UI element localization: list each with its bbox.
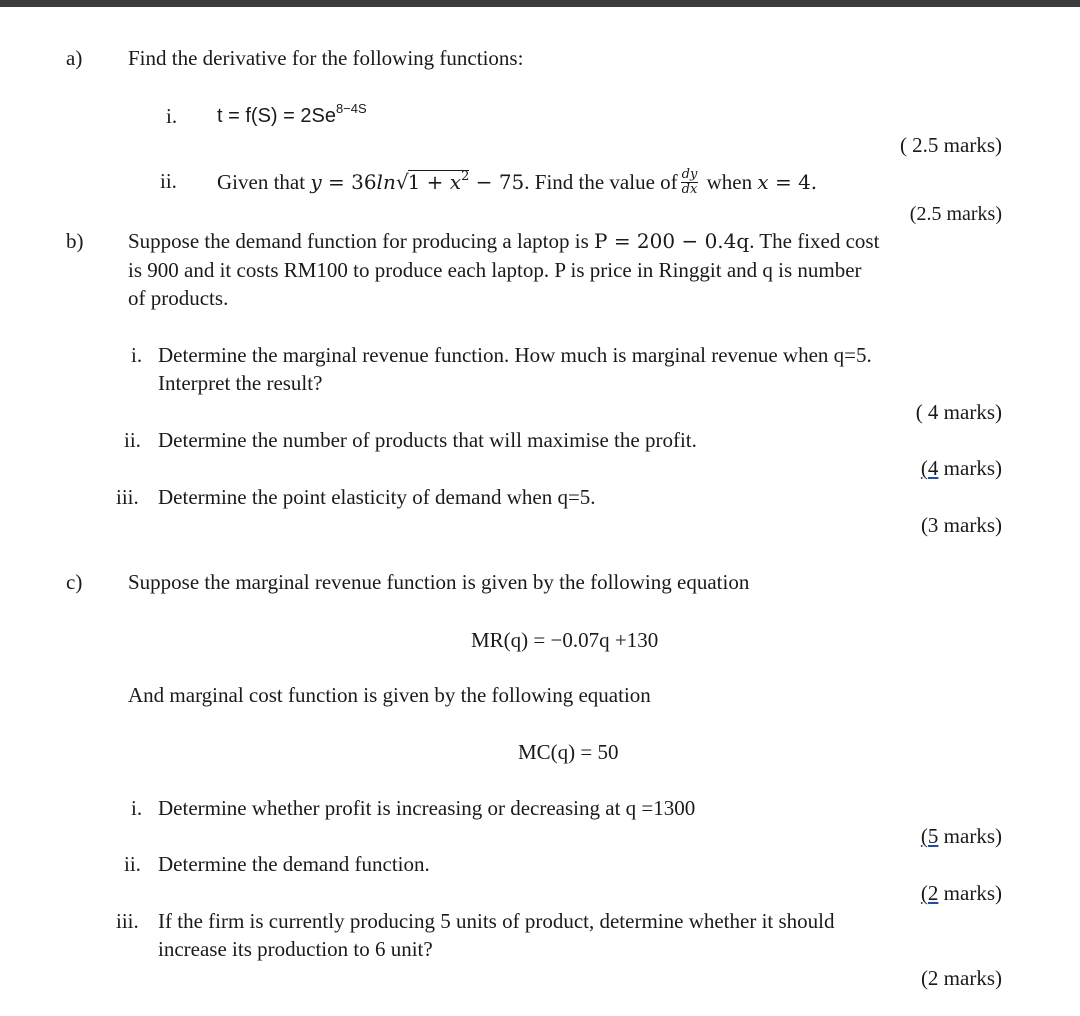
part-b-item-i-line-1: Determine the marginal revenue function. How much is marginal revenue when q=5.: [158, 343, 872, 367]
part-b-item-ii-number: ii.: [124, 428, 141, 452]
square-root: $√1 + x^2$: [395, 169, 470, 194]
part-b-item-ii-marks: (4 marks): [920, 456, 1002, 480]
part-c-item-iii-marks: (2 marks): [920, 966, 1002, 990]
part-a-intro: Find the derivative for the following functions:: [128, 46, 524, 70]
part-b-item-iii-text: Determine the point elasticity of demand when q=5.: [158, 485, 596, 509]
part-a-item-ii-number: ii.: [160, 169, 177, 193]
part-c-intro-mc: And marginal cost function is given by the following equation: [128, 683, 651, 707]
part-c-item-ii-number: ii.: [124, 852, 141, 876]
part-b-item-i-marks: ( 4 marks): [915, 400, 1002, 424]
part-c-item-i-text: Determine whether profit is increasing or decreasing at q =1300: [158, 796, 696, 820]
marginal-revenue-equation: MR(q) = −0.07q +130: [471, 628, 659, 652]
part-c-item-iii-line-2: increase its production to 6 unit?: [158, 937, 433, 961]
part-a-label: a): [66, 46, 83, 70]
exponent: 8−4S: [335, 101, 367, 116]
part-b-item-i-number: i.: [131, 343, 143, 367]
part-c-item-iii-number: iii.: [116, 909, 139, 933]
part-a-item-i-equation: $t = f(S) = 2Se^{8-4S}$: [217, 101, 367, 127]
part-c-intro-mr: Suppose the marginal revenue function is given by the following equation: [128, 570, 750, 594]
part-b-paragraph-line-2: is 900 and it costs RM100 to produce each laptop. P is price in Ringgit and q is number: [128, 258, 862, 282]
part-a-item-i-number: i.: [166, 104, 178, 128]
part-b-label: b): [66, 229, 84, 253]
window-top-bar: [0, 0, 1080, 7]
marginal-cost-equation: MC(q) = 50: [518, 740, 619, 764]
part-c-item-i-number: i.: [131, 796, 143, 820]
part-c-item-ii-marks: (2 marks): [920, 881, 1002, 905]
part-b-paragraph-line-1: Suppose the demand function for producing a laptop is P = 200 − 0.4q. The fixed cost: [128, 229, 880, 253]
part-c-item-iii-line-1: If the firm is currently producing 5 units of product, determine whether it should: [158, 909, 835, 933]
part-b-paragraph-line-3: of products.: [128, 286, 229, 310]
part-c-item-i-marks: (5 marks): [920, 824, 1002, 848]
part-a-item-ii-marks: (2.5 marks): [909, 203, 1002, 225]
part-b-item-iii-number: iii.: [116, 485, 139, 509]
part-c-label: c): [66, 570, 83, 594]
part-b-item-ii-text: Determine the number of products that will maximise the profit.: [158, 428, 697, 452]
part-b-item-iii-marks: (3 marks): [920, 513, 1002, 537]
part-c-item-ii-text: Determine the demand function.: [158, 852, 430, 876]
derivative-fraction: $\frac{dy}{dx}$: [681, 167, 698, 197]
part-a-item-ii-text: Given that $y = 36\ln√1 + x^2 - 75$. Find the value of $\frac{dy}{dx}$ when x = 4.: [217, 167, 818, 197]
part-a-item-i-marks: ( 2.5 marks): [899, 133, 1002, 157]
part-b-item-i-line-2: Interpret the result?: [158, 371, 323, 395]
